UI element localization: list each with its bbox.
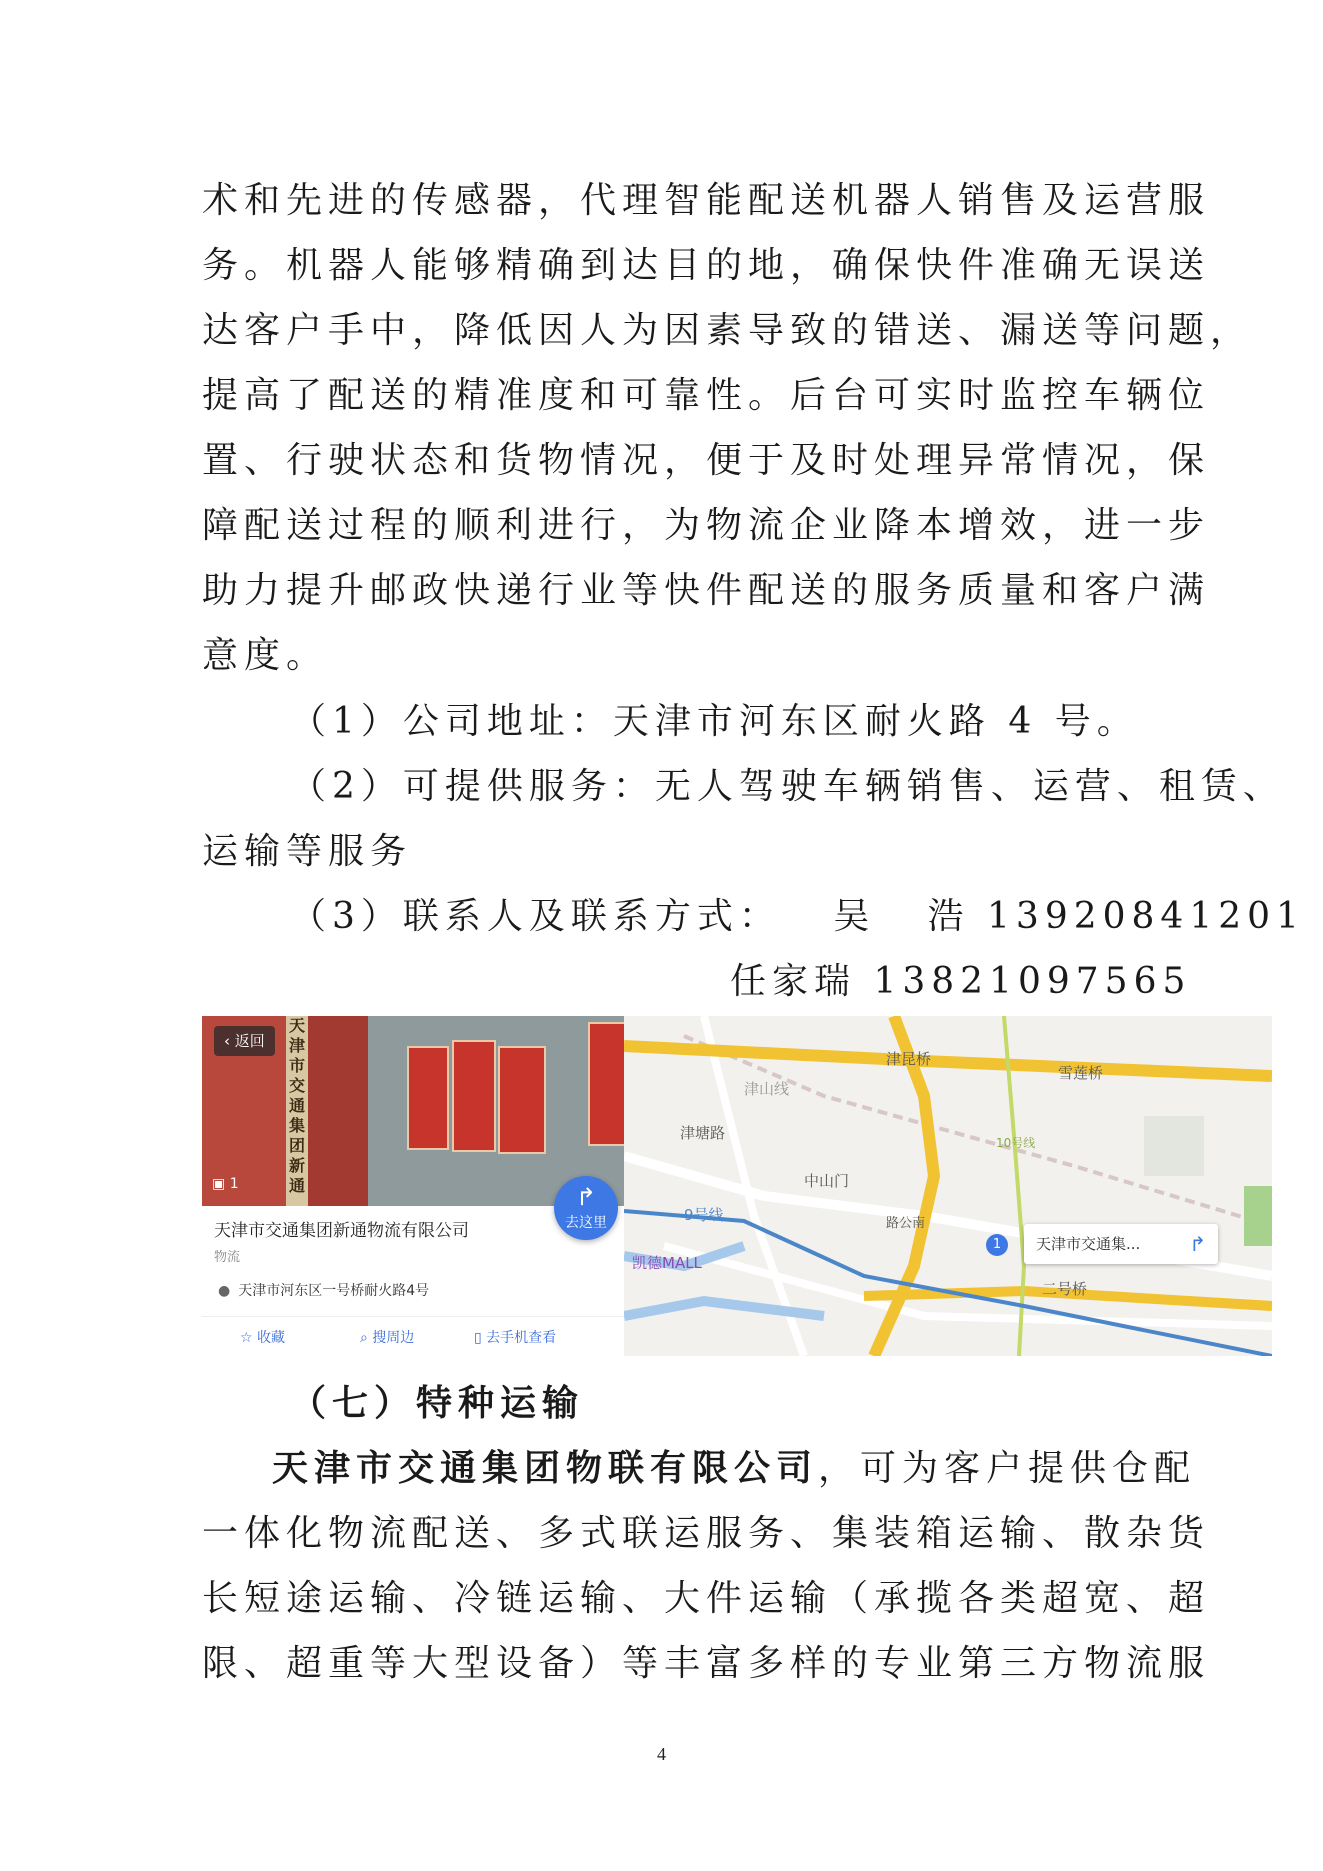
contact-line: 任家瑞 13821097565 — [730, 961, 1192, 1002]
body-line: 务。机器人能够精确到达目的地，确保快件准确无误送 — [202, 245, 1211, 286]
location-marker[interactable]: 1 — [986, 1234, 1008, 1256]
poi-actions — [202, 1316, 624, 1356]
map-label: 津昆桥 — [886, 1050, 932, 1068]
poi-category: 物流 — [214, 1250, 241, 1265]
photo-count[interactable]: ▣ 1 — [212, 1176, 239, 1192]
body-line: 达客户手中，降低因人为因素导致的错送、漏送等问题， — [202, 310, 1253, 351]
map-label: 津塘路 — [680, 1124, 726, 1142]
marker-card[interactable]: 天津市交通集... ↱ — [1024, 1224, 1218, 1264]
map-view[interactable] — [624, 1016, 1272, 1356]
map-label: 路公南 — [886, 1216, 926, 1231]
navigate-button[interactable]: ↱ 去这里 — [554, 1176, 618, 1240]
section-line: 长短途运输、冷链运输、大件运输（承揽各类超宽、超 — [202, 1578, 1211, 1619]
map-label: 10号线 — [996, 1136, 1036, 1150]
company-address: （1）公司地址：天津市河东区耐火路 4 号。 — [290, 701, 1139, 742]
section-heading: （七）特种运输 — [290, 1382, 585, 1424]
map-label: 津山线 — [744, 1080, 790, 1098]
map-label: 凯德MALL — [632, 1254, 702, 1272]
navigate-icon[interactable]: ↱ — [1189, 1232, 1206, 1256]
map-roads — [624, 1016, 1272, 1356]
poi-panel — [202, 1016, 624, 1356]
company-sign: 天 津 市 交 通 集 团 新 通 — [286, 1016, 308, 1206]
body-line: 置、行驶状态和货物情况，便于及时处理异常情况，保 — [202, 440, 1211, 481]
contact-line: （3）联系人及联系方式： 吴 浩 13920841201 — [290, 896, 1305, 937]
turn-arrow-icon: ↱ — [575, 1183, 597, 1211]
body-line: 障配送过程的顺利进行，为物流企业降本增效，进一步 — [202, 505, 1211, 546]
section-line: 限、超重等大型设备）等丰富多样的专业第三方物流服 — [202, 1643, 1211, 1684]
body-line: 提高了配送的精准度和可靠性。后台可实时监控车辆位 — [202, 375, 1211, 416]
poi-name: 天津市交通集团新通物流有限公司 — [214, 1221, 469, 1241]
send-to-phone-button[interactable]: ▯ 去手机查看 — [474, 1330, 557, 1346]
storefront-photo — [202, 1016, 624, 1206]
map-label: 二号桥 — [1042, 1280, 1088, 1298]
services-line: （2）可提供服务：无人驾驶车辆销售、运营、租赁、 — [290, 766, 1285, 807]
search-nearby-button[interactable]: ⌕ 搜周边 — [360, 1330, 415, 1346]
body-line: 意度。 — [202, 635, 329, 676]
body-line: 术和先进的传感器，代理智能配送机器人销售及运营服 — [202, 180, 1211, 221]
poi-address: ● 天津市河东区一号桥耐火路4号 — [218, 1283, 430, 1299]
page-number: 4 — [657, 1744, 666, 1764]
map-label: 中山门 — [804, 1172, 850, 1190]
services-line: 运输等服务 — [202, 831, 413, 872]
location-pin-icon: ● — [218, 1283, 231, 1299]
section-line: 一体化物流配送、多式联运服务、集装箱运输、散杂货 — [202, 1513, 1211, 1554]
map-label: 9号线 — [684, 1206, 724, 1224]
body-line: 助力提升邮政快递行业等快件配送的服务质量和客户满 — [202, 570, 1211, 611]
section-line: 天津市交通集团物联有限公司，可为客户提供仓配 — [272, 1447, 1197, 1489]
back-button[interactable]: ‹ 返回 — [214, 1026, 275, 1056]
favorite-button[interactable]: ☆ 收藏 — [240, 1330, 286, 1346]
location-screenshot — [202, 1016, 1272, 1356]
company-name: 天津市交通集团物联有限公司 — [272, 1447, 819, 1489]
map-label: 雪莲桥 — [1058, 1064, 1104, 1082]
